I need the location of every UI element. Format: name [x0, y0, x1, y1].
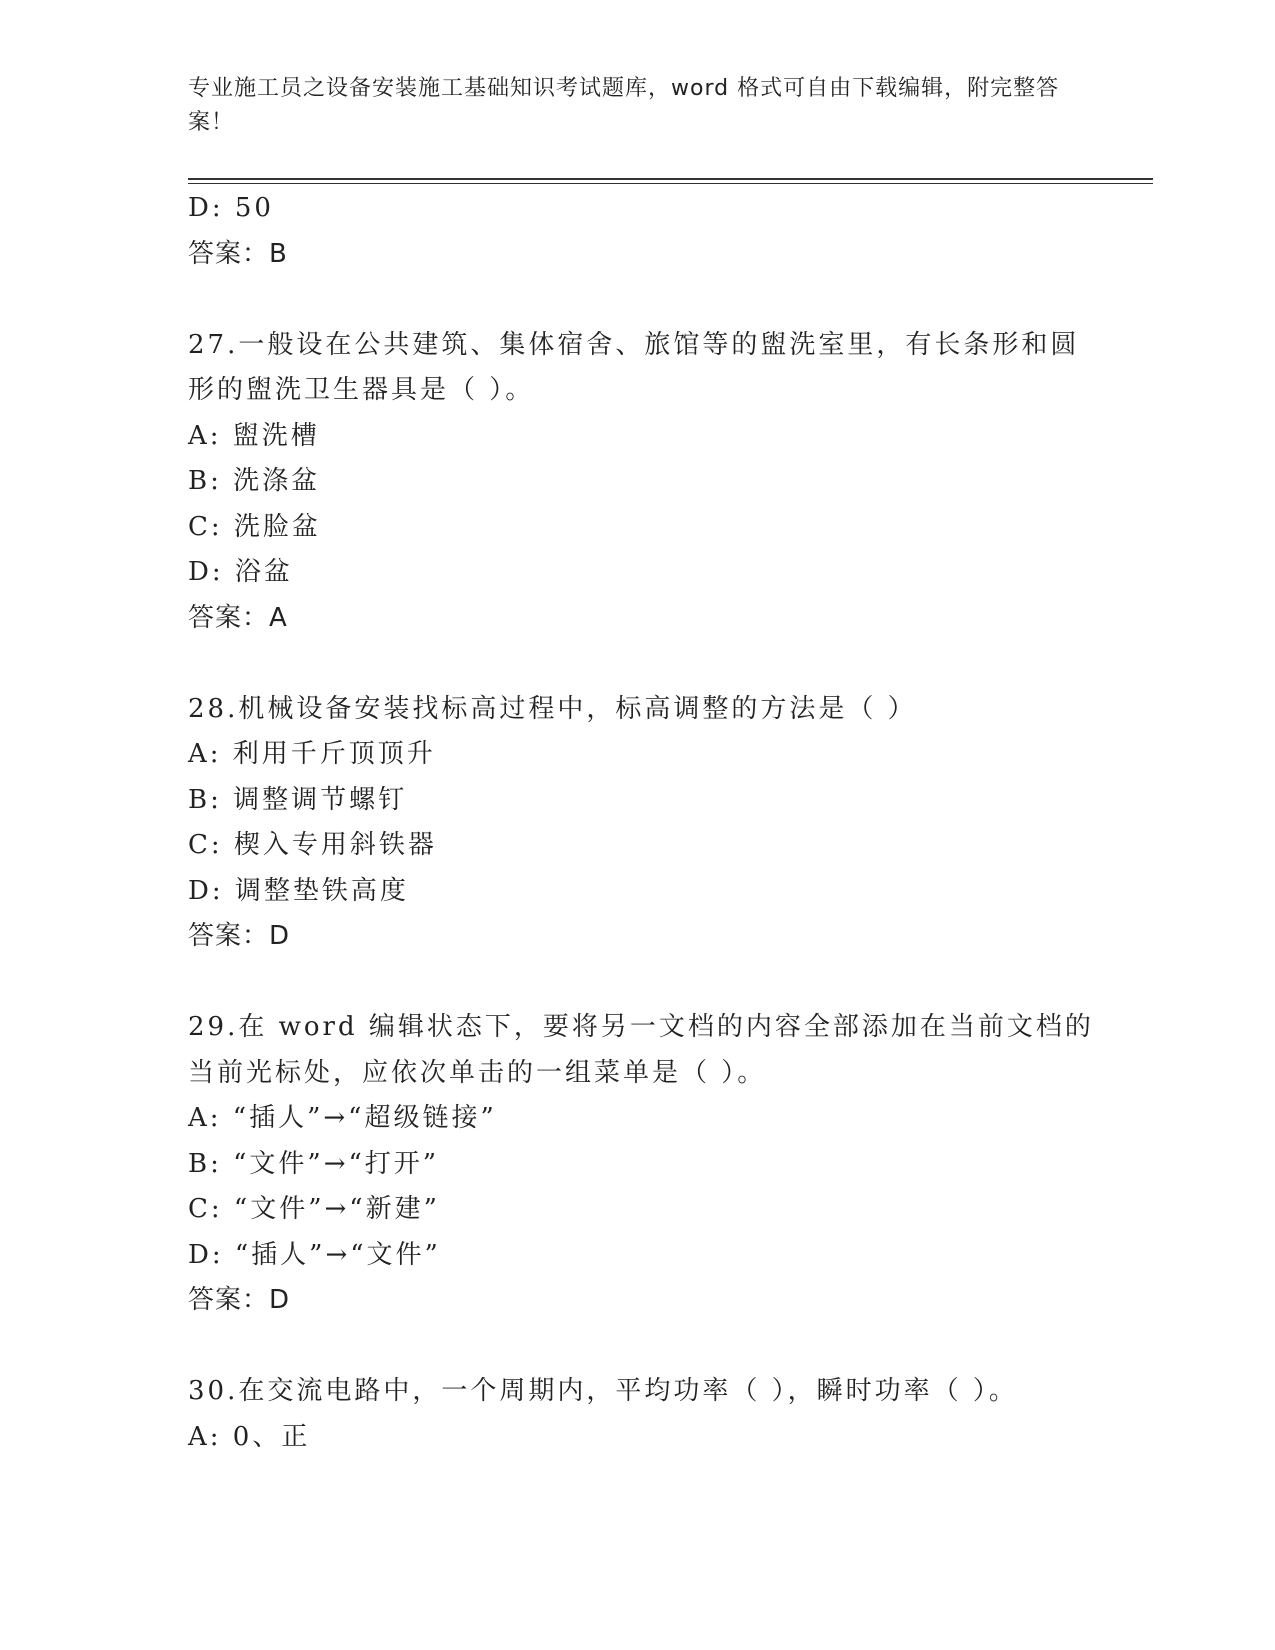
- question-line: C: 洗脸盆: [188, 511, 321, 542]
- block-spacer: [188, 277, 1088, 323]
- question-line: C: “文件”→“新建”: [188, 1194, 440, 1224]
- question-block: [188, 1369, 1088, 1460]
- question-line: 27.一般设在公共建筑、集体宿舍、旅馆等的盥洗室里，有长条形和圆: [188, 329, 1080, 360]
- block-spacer: [188, 641, 1088, 687]
- question-line: B: 调整调节螺钉: [188, 784, 408, 815]
- block-spacer: [188, 1324, 1088, 1370]
- question-line: A: “插人”→“超级链接”: [188, 1103, 497, 1133]
- header-divider-thin: [188, 183, 1153, 184]
- question-line: D: 浴盆: [188, 557, 293, 587]
- question-line: 当前光标处，应依次单击的一组菜单是（ ）。: [188, 1057, 767, 1088]
- question-line: D: 50: [188, 193, 274, 223]
- question-line: 28.机械设备安装找标高过程中，标高调整的方法是（ ）: [188, 693, 917, 724]
- question-block: [188, 687, 1088, 960]
- question-block: [188, 323, 1088, 642]
- question-line: D: “插人”→“文件”: [188, 1239, 441, 1270]
- question-line: 30.在交流电路中，一个周期内，平均功率（ ），瞬时功率（ ）。: [188, 1376, 1018, 1406]
- question-line: A: 盥洗槽: [188, 420, 320, 451]
- answer-line: 答案：B: [188, 238, 288, 269]
- answer-line: 答案：D: [188, 1285, 291, 1315]
- question-block: [188, 1005, 1094, 1324]
- question-line: 形的盥洗卫生器具是（ ）。: [188, 375, 535, 405]
- answer-line: 答案：D: [188, 921, 291, 951]
- question-block: [188, 186, 1088, 277]
- question-line: C: 楔入专用斜铁器: [188, 830, 437, 860]
- header-divider-thick: [188, 178, 1153, 180]
- question-line: A: 利用千斤顶顶升: [188, 739, 436, 769]
- question-list: [188, 186, 1094, 1460]
- answer-line: 答案：A: [188, 602, 288, 633]
- question-line: A: 0、正: [188, 1421, 311, 1452]
- document-header: 专业施工员之设备安装施工基础知识考试题库，word 格式可自由下载编辑，附完整答案！: [188, 76, 1060, 135]
- question-line: 29.在 word 编辑状态下，要将另一文档的内容全部添加在当前文档的: [188, 1012, 1094, 1042]
- question-line: B: 洗涤盆: [188, 466, 321, 496]
- question-line: B: “文件”→“打开”: [188, 1148, 440, 1179]
- block-spacer: [188, 960, 1088, 1006]
- question-line: D: 调整垫铁高度: [188, 875, 409, 906]
